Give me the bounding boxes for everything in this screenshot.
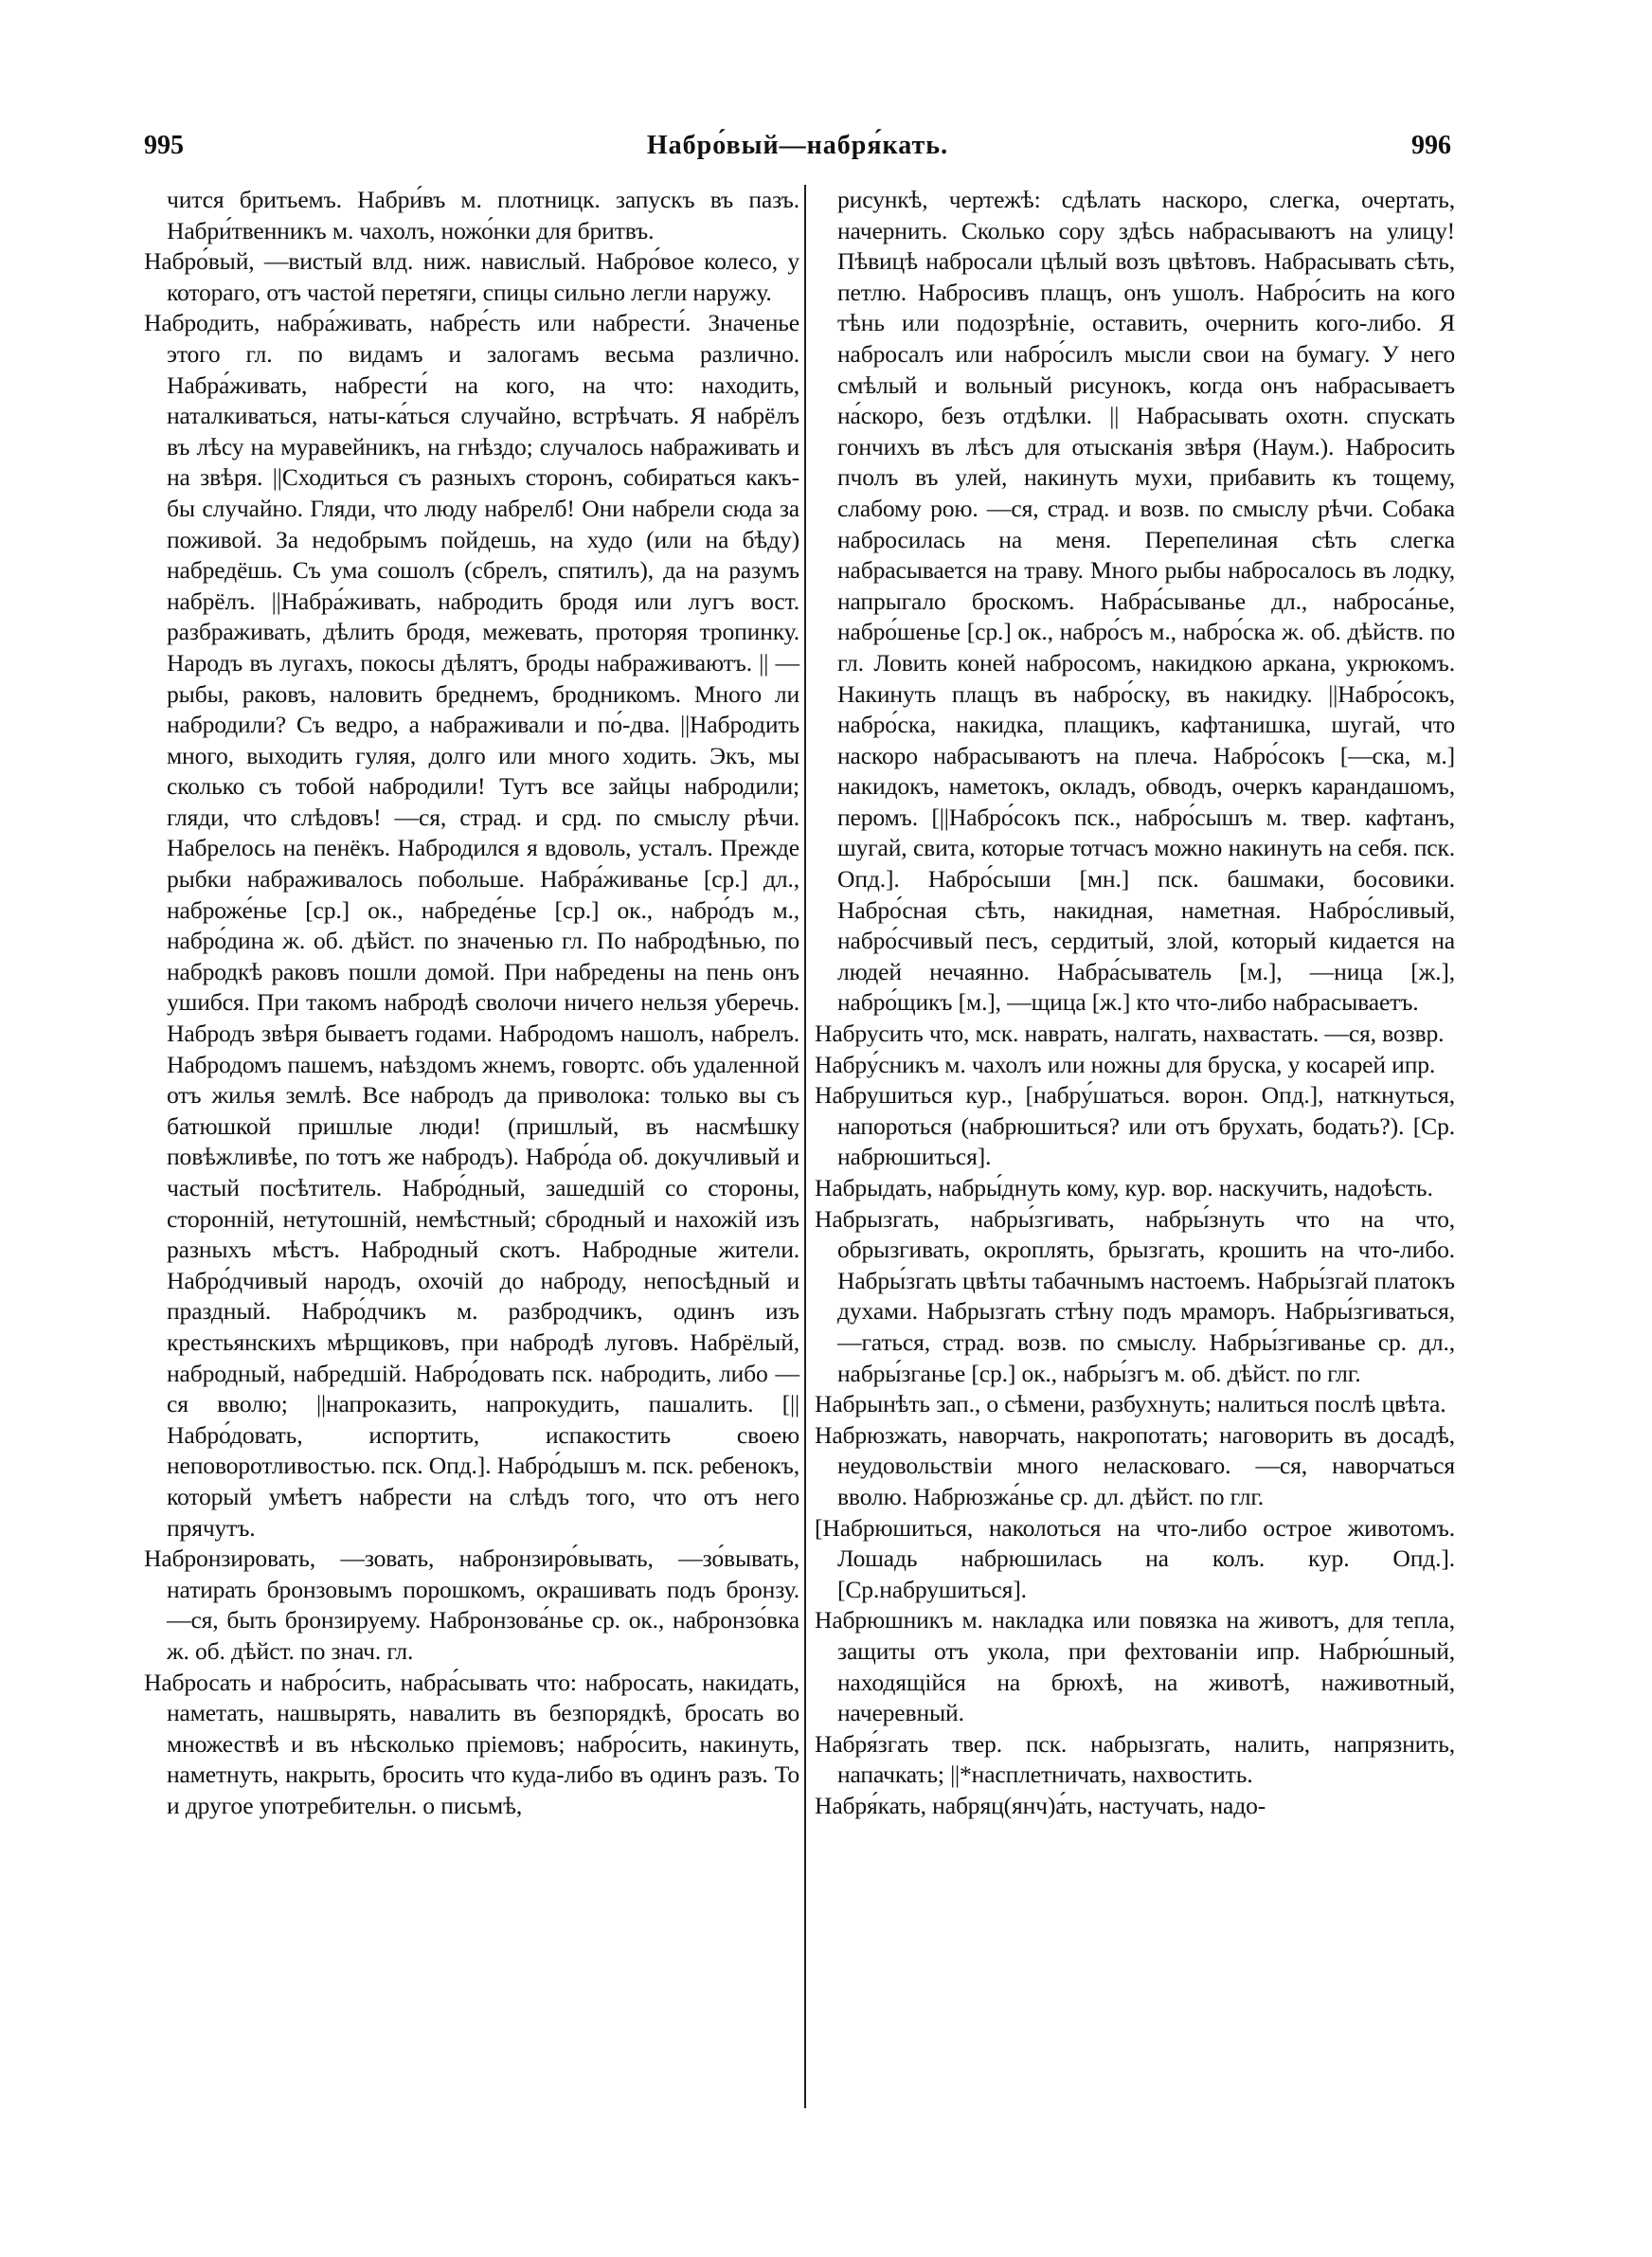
dictionary-entry: Набрызгать, набры́згивать, набры́знуть что на что, обрызгивать, окроплять, брызгать, крошить на что-либо. Набры́згать цвѣты табачнымъ настоемъ. Набры́згай платокъ духами. Набрызгать стѣну подъ мраморъ. Набры́згиваться, —гаться, страд. возв. по смыслу. Набры́згиванье ср. дл., набры́зганье [ср.] ок., набры́згъ м. об. дѣйст. по глг. bbox=[815, 1204, 1455, 1387]
running-title: Набро́вый—набря́кать. bbox=[646, 131, 949, 160]
column-divider bbox=[804, 185, 806, 2108]
dictionary-entry: Набродить, набра́живать, набре́сть или набрести́. Значенье этого гл. по видамъ и залогамъ весьма различно. Набра́живать, набрести́ на кого, на что: находить, наталкиваться, наты-ка́ться случайно, встрѣчать. Я набрёлъ въ лѣсу на муравейникъ, на гнѣздо; случалось набраживать и на звѣря. ||Сходиться съ разныхъ сторонъ, собираться какъ-бы случайно. Гляди, что люду набрелб! Они набрели сюда за поживой. За недобрымъ пойдешь, на худо (или на бѣду) набредёшь. Съ ума сошолъ (сбрелъ, спятилъ), да на разумъ набрёлъ. ||Набра́живать, набродить бродя или лугъ вост. разбраживать, дѣлить бродя, межевать, проторяя тропинку. Народъ въ лугахъ, покосы дѣлятъ, броды набраживаютъ. || —рыбы, раковъ, наловить бреднемъ, бродникомъ. Много ли набродили? Съ ведро, а набраживали и по́-два. ||Набродить много, выходить гуляя, долго или много ходить. Экъ, мы сколько съ тобой набродили! Тутъ все зайцы набродили; гляди, что слѣдовъ! —ся, страд. и срд. по смыслу рѣчи. Набрелось на пенёкъ. Набродился я вдоволь, усталъ. Прежде рыбки набраживалось побольше. Набра́живанье [ср.] дл., наброже́нье [ср.] ок., набреде́нье [ср.] ок., набро́дъ м., набро́дина ж. об. дѣйст. по значенью гл. По набродѣнью, по набродкѣ раковъ пошли домой. При набредены на пень онъ ушибся. При такомъ набродѣ сволочи ничего нельзя уберечь. Набродъ звѣря бываетъ годами. Набродомъ нашолъ, набрелъ. Набродомъ пашемъ, наѣздомъ жнемъ, говортс. объ удаленной отъ жилья землѣ. Все набродъ да приволока: только вы съ батюшкой пришлые люди! (пришлый, въ насмѣшку повѣжливѣе, по тотъ же набродъ). Набро́да об. докучливый и частый посѣтитель. Набро́дный, зашедшій со стороны, сторонній, нетутошній, немѣстный; сбродный и нахожій изъ разныхъ мѣстъ. Набродный скотъ. Набродные жители. Набро́дчивый народъ, охочій до наброду, непосѣдный и праздный. Набро́дчикъ м. разбродчикъ, одинъ изъ крестьянскихъ мѣрщиковъ, при набродѣ луговъ. Набрёлый, набродный, набредшій. Набро́довать пск. набродить, либо —ся вволю; ||напроказить, напрокудить, пашалить. [||Набро́довать, испортить, испакостить своею неповоротливостью. пск. Опд.]. Набро́дышъ м. пск. ребенокъ, который умѣетъ набрести на слѣдъ того, что отъ него прячутъ. bbox=[144, 309, 799, 1542]
dictionary-entry: Набрушиться кур., [набру́шаться. ворон. Опд.], наткнуться, напороться (набрюшиться? или отъ брухать, бодать?). [Ср. набрюшиться]. bbox=[815, 1081, 1455, 1171]
dictionary-entry: рисункѣ, чертежѣ: сдѣлать наскоро, слегка, очертать, начернить. Сколько сору здѣсь набрасываютъ на улицу! Пѣвицѣ набросали цѣлый возъ цвѣтовъ. Набрасывать сѣть, петлю. Набросивъ плащъ, онъ ушолъ. Набро́сить на кого тѣнь или подозрѣніе, оставить, очернить кого-либо. Я набросалъ или набро́силъ мысли свои на бумагу. У него смѣлый и вольный рисунокъ, когда онъ набрасываетъ на́скоро, безъ отдѣлки. || Набрасывать охотн. спускать гончихъ въ лѣсъ для отысканія звѣря (Наум.). Набросить пчолъ въ улей, накинуть мухи, прибавить къ тощему, слабому рою. —ся, страд. и возв. по смыслу рѣчи. Собака набросилась на меня. Перепелиная сѣть слегка набрасывается на траву. Много рыбы набросалось въ лодку, напрыгало броскомъ. Набра́сыванье дл., наброса́нье, набро́шенье [ср.] ок., набро́съ м., набро́ска ж. об. дѣйств. по гл. Ловить коней набросомъ, накидкою аркана, укрюкомъ. Накинуть плащъ въ набро́ску, въ накидку. ||Набро́сокъ, набро́ска, накидка, плащикъ, кафтанишка, шугай, что наскоро набрасываютъ на плеча. Набро́сокъ [—ска, м.] накидокъ, наметокъ, окладъ, обводъ, очеркъ карандашомъ, перомъ. [||Набро́сокъ пск., набро́сышъ м. твер. кафтанъ, шугай, свита, которые тотчасъ можно накинуть на себя. пск. Опд.]. Набро́сыши [мн.] пск. башмаки, босовики. Набро́сная сѣть, накидная, наметная. Набро́сливый, набро́счивый песъ, сердитый, злой, который кидается на людей нечаянно. Набра́сыватель [м.], —ница [ж.], набро́щикъ [м.], —щица [ж.] кто что-либо набрасываетъ. bbox=[837, 186, 1455, 1017]
dictionary-entry: Набронзировать, —зовать, набронзиро́вывать, —зо́вывать, натирать бронзовымъ порошкомъ, окрашивать подъ бронзу. —ся, быть бронзируему. Набронзова́нье ср. ок., набронзо́вка ж. об. дѣйст. по знач. гл. bbox=[144, 1544, 799, 1665]
dictionary-entry: чится бритьемъ. Набри́въ м. плотницк. запускъ въ пазъ. Набри́твенникъ м. чахолъ, ножо́нки для бритвъ. bbox=[167, 186, 799, 244]
dictionary-entry: Набрыдать, набры́днуть кому, кур. вор. наскучить, надоѣсть. bbox=[815, 1174, 1433, 1201]
dictionary-entry: Набрусить что, мск. наврать, налгать, нахвастать. —ся, возвр. bbox=[815, 1020, 1445, 1048]
page-number-right: 996 bbox=[1411, 131, 1451, 160]
dictionary-entry: Набрынѣть зап., о сѣмени, разбухнуть; налиться послѣ цвѣта. bbox=[815, 1390, 1446, 1418]
dictionary-entry: Набрюшникъ м. накладка или повязка на животъ, для тепла, защиты отъ укола, при фехтованіи ипр. Набрю́шный, находящійся на брюхѣ, на животѣ, наживотный, начеревный. bbox=[815, 1606, 1455, 1727]
page-header bbox=[144, 131, 1451, 169]
dictionary-entry: Набро́вый, —вистый влд. ниж. навислый. Набро́вое колесо, у котораго, отъ частой перетяги, спицы сильно легли наружу. bbox=[144, 247, 799, 306]
dictionary-entry: [Набрюшиться, наколоться на что-либо острое животомъ. Лошадь набрюшилась на колъ. кур. Опд.]. [Ср.набрушиться]. bbox=[815, 1513, 1455, 1603]
right-column bbox=[815, 185, 1455, 1821]
left-column bbox=[144, 185, 799, 1821]
dictionary-entry: Набру́сникъ м. чахолъ или ножны для бруска, у косарей ипр. bbox=[815, 1050, 1436, 1078]
dictionary-entry: Набря́згать твер. пск. набрызгать, налить, напрязнить, напачкать; ||*насплетничать, нахвостить. bbox=[815, 1729, 1455, 1789]
dictionary-entry: Набрюзжать, наворчать, накропотать; наговорить въ досадѣ, неудовольствіи много неласковаго. —ся, наворчаться вволю. Набрюзжа́нье ср. дл. дѣйст. по глг. bbox=[815, 1420, 1455, 1510]
dictionary-entry: Набря́кать, набряц(янч)а́ть, настучать, надо- bbox=[815, 1791, 1266, 1819]
dictionary-entry: Набросать и набро́сить, набра́сывать что: набросать, накидать, наметать, нашвырять, навалить въ безпорядкѣ, бросать во множествѣ и въ нѣсколько пріемовъ; набро́сить, накинуть, наметнуть, накрыть, бросить что куда-либо въ одинъ разъ. То и другое употребительн. о письмѣ, bbox=[144, 1668, 799, 1819]
page-number-left: 995 bbox=[144, 131, 184, 160]
